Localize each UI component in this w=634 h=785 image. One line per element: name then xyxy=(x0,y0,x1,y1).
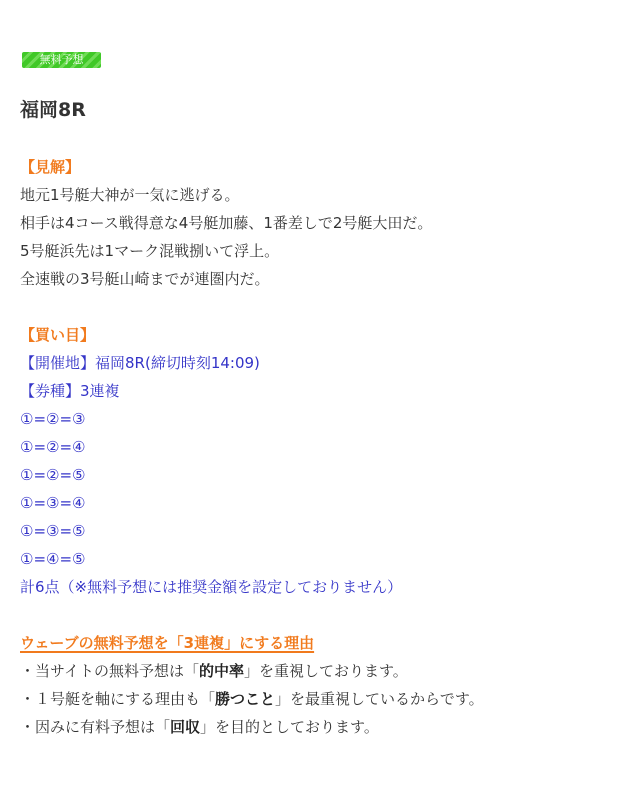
reason-item-suffix: 」を目的としております。 xyxy=(200,718,379,736)
reason-item-emphasis: 勝つこと xyxy=(215,690,276,708)
bets-venue: 【開催地】福岡8R(締切時刻14:09) xyxy=(20,354,260,372)
reason-item-prefix: ・当サイトの無料予想は「 xyxy=(20,662,199,680)
bet-combo: ①=③=⑤ xyxy=(20,522,86,540)
analysis-line: 相手は4コース戦得意な4号艇加藤、1番差しで2号艇大田だ。 xyxy=(20,214,433,232)
analysis-line: 5号艇浜先は1マーク混戦捌いて浮上。 xyxy=(20,242,280,260)
analysis-heading: 【見解】 xyxy=(20,158,81,176)
reason-item-emphasis: 的中率 xyxy=(198,662,244,680)
reason-item-suffix: 」を最重視しているからです。 xyxy=(275,690,484,708)
bets-ticket-type: 【券種】3連複 xyxy=(20,382,120,400)
reason-heading: ウェーブの無料予想を「3連複」にする理由 xyxy=(20,634,315,652)
analysis-line: 全速戦の3号艇山崎までが連圏内だ。 xyxy=(20,270,270,288)
reason-item xyxy=(20,687,484,711)
reason-item xyxy=(20,659,408,683)
bet-combo: ①=②=⑤ xyxy=(20,466,86,484)
bets-total: 計6点（※無料予想には推奨金額を設定しておりません） xyxy=(20,578,403,596)
race-title: 福岡8R xyxy=(20,99,86,121)
bet-combo: ①=②=③ xyxy=(20,410,86,428)
reason-item-prefix: ・１号艇を軸にする理由も「 xyxy=(20,690,216,708)
reason-item-suffix: 」を重視しております。 xyxy=(243,662,408,680)
free-prediction-badge: 無料予想 xyxy=(22,52,101,68)
bet-combo: ①=②=④ xyxy=(20,438,86,456)
reason-item-prefix: ・因みに有料予想は「 xyxy=(20,718,171,736)
reason-item xyxy=(20,715,379,739)
bets-heading: 【買い目】 xyxy=(20,326,96,344)
analysis-line: 地元1号艇大神が一気に逃げる。 xyxy=(20,186,240,204)
bet-combo: ①=③=④ xyxy=(20,494,86,512)
bet-combo: ①=④=⑤ xyxy=(20,550,86,568)
reason-item-emphasis: 回収 xyxy=(170,718,201,736)
